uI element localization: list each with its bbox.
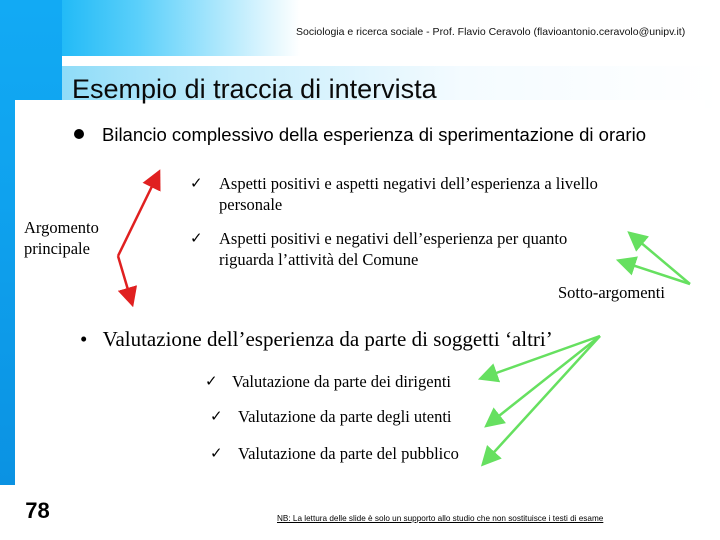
check-icon: ✓ [205,372,218,390]
red-arrows [118,176,157,300]
green-arrow-5 [486,336,600,461]
slide-title: Esempio di traccia di intervista [72,74,437,104]
slide-header: Sociologia e ricerca sociale - Prof. Flavio Ceravolo (flavioantonio.ceravolo@unipv.it) [296,26,686,38]
slide-number: 78 [25,497,50,523]
second-bullet-dot: • [80,327,88,351]
green-arrow-2 [633,236,690,284]
footer-note[interactable]: NB: La lettura delle slide è solo un supporto allo studio che non sostituisce i testi di esame [277,514,604,523]
red-arrow-up [118,176,157,256]
second-bullet-text: Valutazione dell’esperienza da parte di soggetti ‘altri’ [102,327,553,351]
label-line2: principale [24,239,90,258]
green-arrows [485,236,690,461]
sub-point-1-line1: Aspetti positivi e aspetti negativi dell’esperienza a livello [219,174,598,193]
sub-point-1-line2: personale [219,195,283,214]
sub-point-5: Valutazione da parte del pubblico [238,444,459,463]
sub-point-2-line1: Aspetti positivi e negativi dell’esperienza per quanto [219,229,568,248]
green-arrow-4 [490,336,600,423]
sub-point-3: Valutazione da parte dei dirigenti [232,372,451,391]
check-icon: ✓ [190,174,203,192]
check-icon: ✓ [210,407,223,425]
label-line1: Argomento [24,218,99,237]
sub-point-4: Valutazione da parte degli utenti [238,407,452,426]
check-icon: ✓ [210,444,223,462]
label-sotto-argomenti: Sotto-argomenti [558,283,665,302]
sub-point-2-line2: riguarda l’attività del Comune [219,250,419,269]
green-arrow-1 [623,262,690,284]
red-arrow-down [118,256,131,300]
main-bullet-text: Bilancio complessivo della esperienza di sperimentazione di orario [102,124,646,145]
check-icon: ✓ [190,229,203,247]
